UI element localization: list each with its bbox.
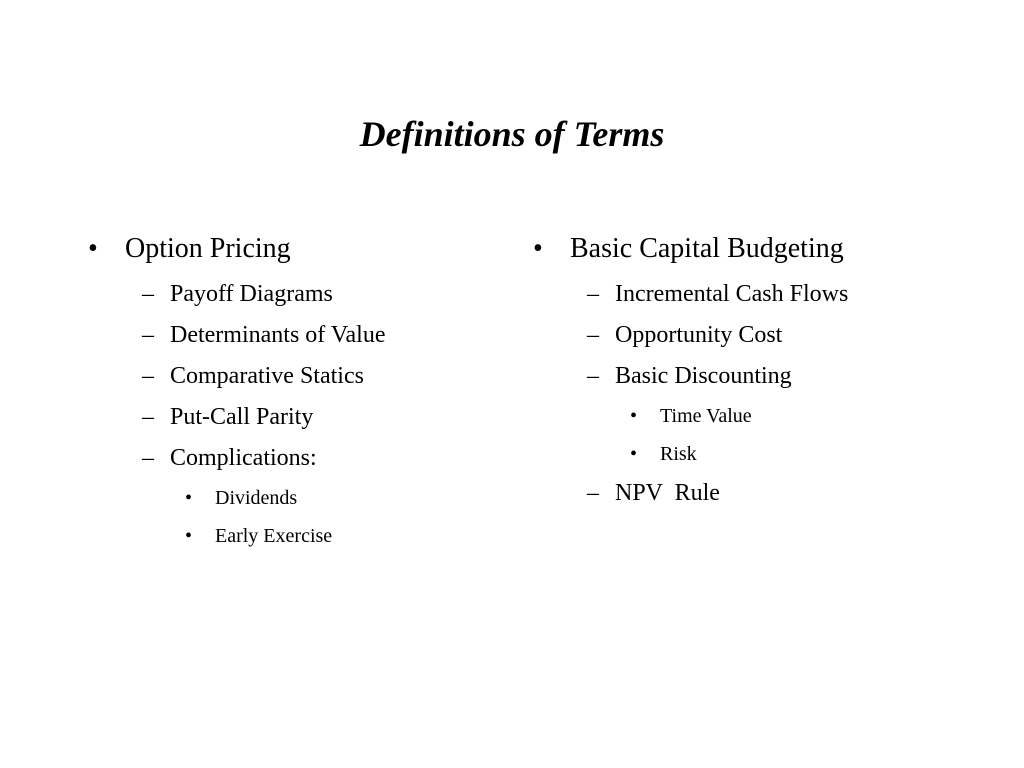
dash-marker: – [142, 445, 154, 471]
subsubitem-label: Risk [660, 443, 697, 465]
dash-marker: – [587, 322, 599, 348]
subitem-opportunity-cost [533, 315, 1003, 356]
subitem-npv-rule [533, 473, 1003, 514]
bullet-marker: • [88, 233, 98, 264]
subitem-label: Determinants of Value [170, 322, 386, 348]
bullet-marker: • [185, 525, 193, 547]
dash-marker: – [142, 363, 154, 389]
dash-marker: – [142, 281, 154, 307]
dash-marker: – [587, 480, 599, 506]
bullet-basic-capital-budgeting [533, 228, 1003, 270]
dash-marker: – [587, 281, 599, 307]
bullet-marker: • [630, 405, 638, 427]
right-column [533, 228, 1003, 514]
subitem-basic-discounting [533, 356, 1003, 397]
subsubitem-time-value [533, 397, 1003, 435]
subitem-label: Comparative Statics [170, 363, 364, 389]
subsubitem-early-exercise [88, 517, 488, 555]
bullet-label: Basic Capital Budgeting [570, 233, 844, 264]
subitem-comparative-statics [88, 356, 488, 397]
subitem-complications [88, 438, 488, 479]
subitem-label: NPV Rule [615, 480, 720, 506]
subitem-label: Incremental Cash Flows [615, 281, 849, 307]
subsubitem-risk [533, 435, 1003, 473]
dash-marker: – [587, 363, 599, 389]
subitem-incremental-cash-flows [533, 274, 1003, 315]
subitem-put-call-parity [88, 397, 488, 438]
bullet-label: Option Pricing [125, 233, 291, 264]
subitem-label: Payoff Diagrams [170, 281, 333, 307]
bullet-option-pricing [88, 228, 488, 270]
subitem-determinants-of-value [88, 315, 488, 356]
subsubitem-label: Early Exercise [215, 525, 333, 547]
left-column [88, 228, 488, 555]
subitem-label: Basic Discounting [615, 363, 792, 389]
bullet-marker: • [630, 443, 638, 465]
slide-title: Definitions of Terms [359, 114, 665, 154]
subitem-label: Put-Call Parity [170, 404, 314, 430]
dash-marker: – [142, 404, 154, 430]
right-outline [533, 228, 1003, 514]
subsubitem-dividends [88, 479, 488, 517]
subitem-payoff-diagrams [88, 274, 488, 315]
dash-marker: – [142, 322, 154, 348]
left-outline [88, 228, 488, 555]
subsubitem-label: Dividends [215, 487, 298, 509]
bullet-marker: • [533, 233, 543, 264]
subitem-label: Complications: [170, 445, 317, 471]
subsubitem-label: Time Value [660, 405, 752, 427]
subitem-label: Opportunity Cost [615, 322, 783, 348]
bullet-marker: • [185, 487, 193, 509]
